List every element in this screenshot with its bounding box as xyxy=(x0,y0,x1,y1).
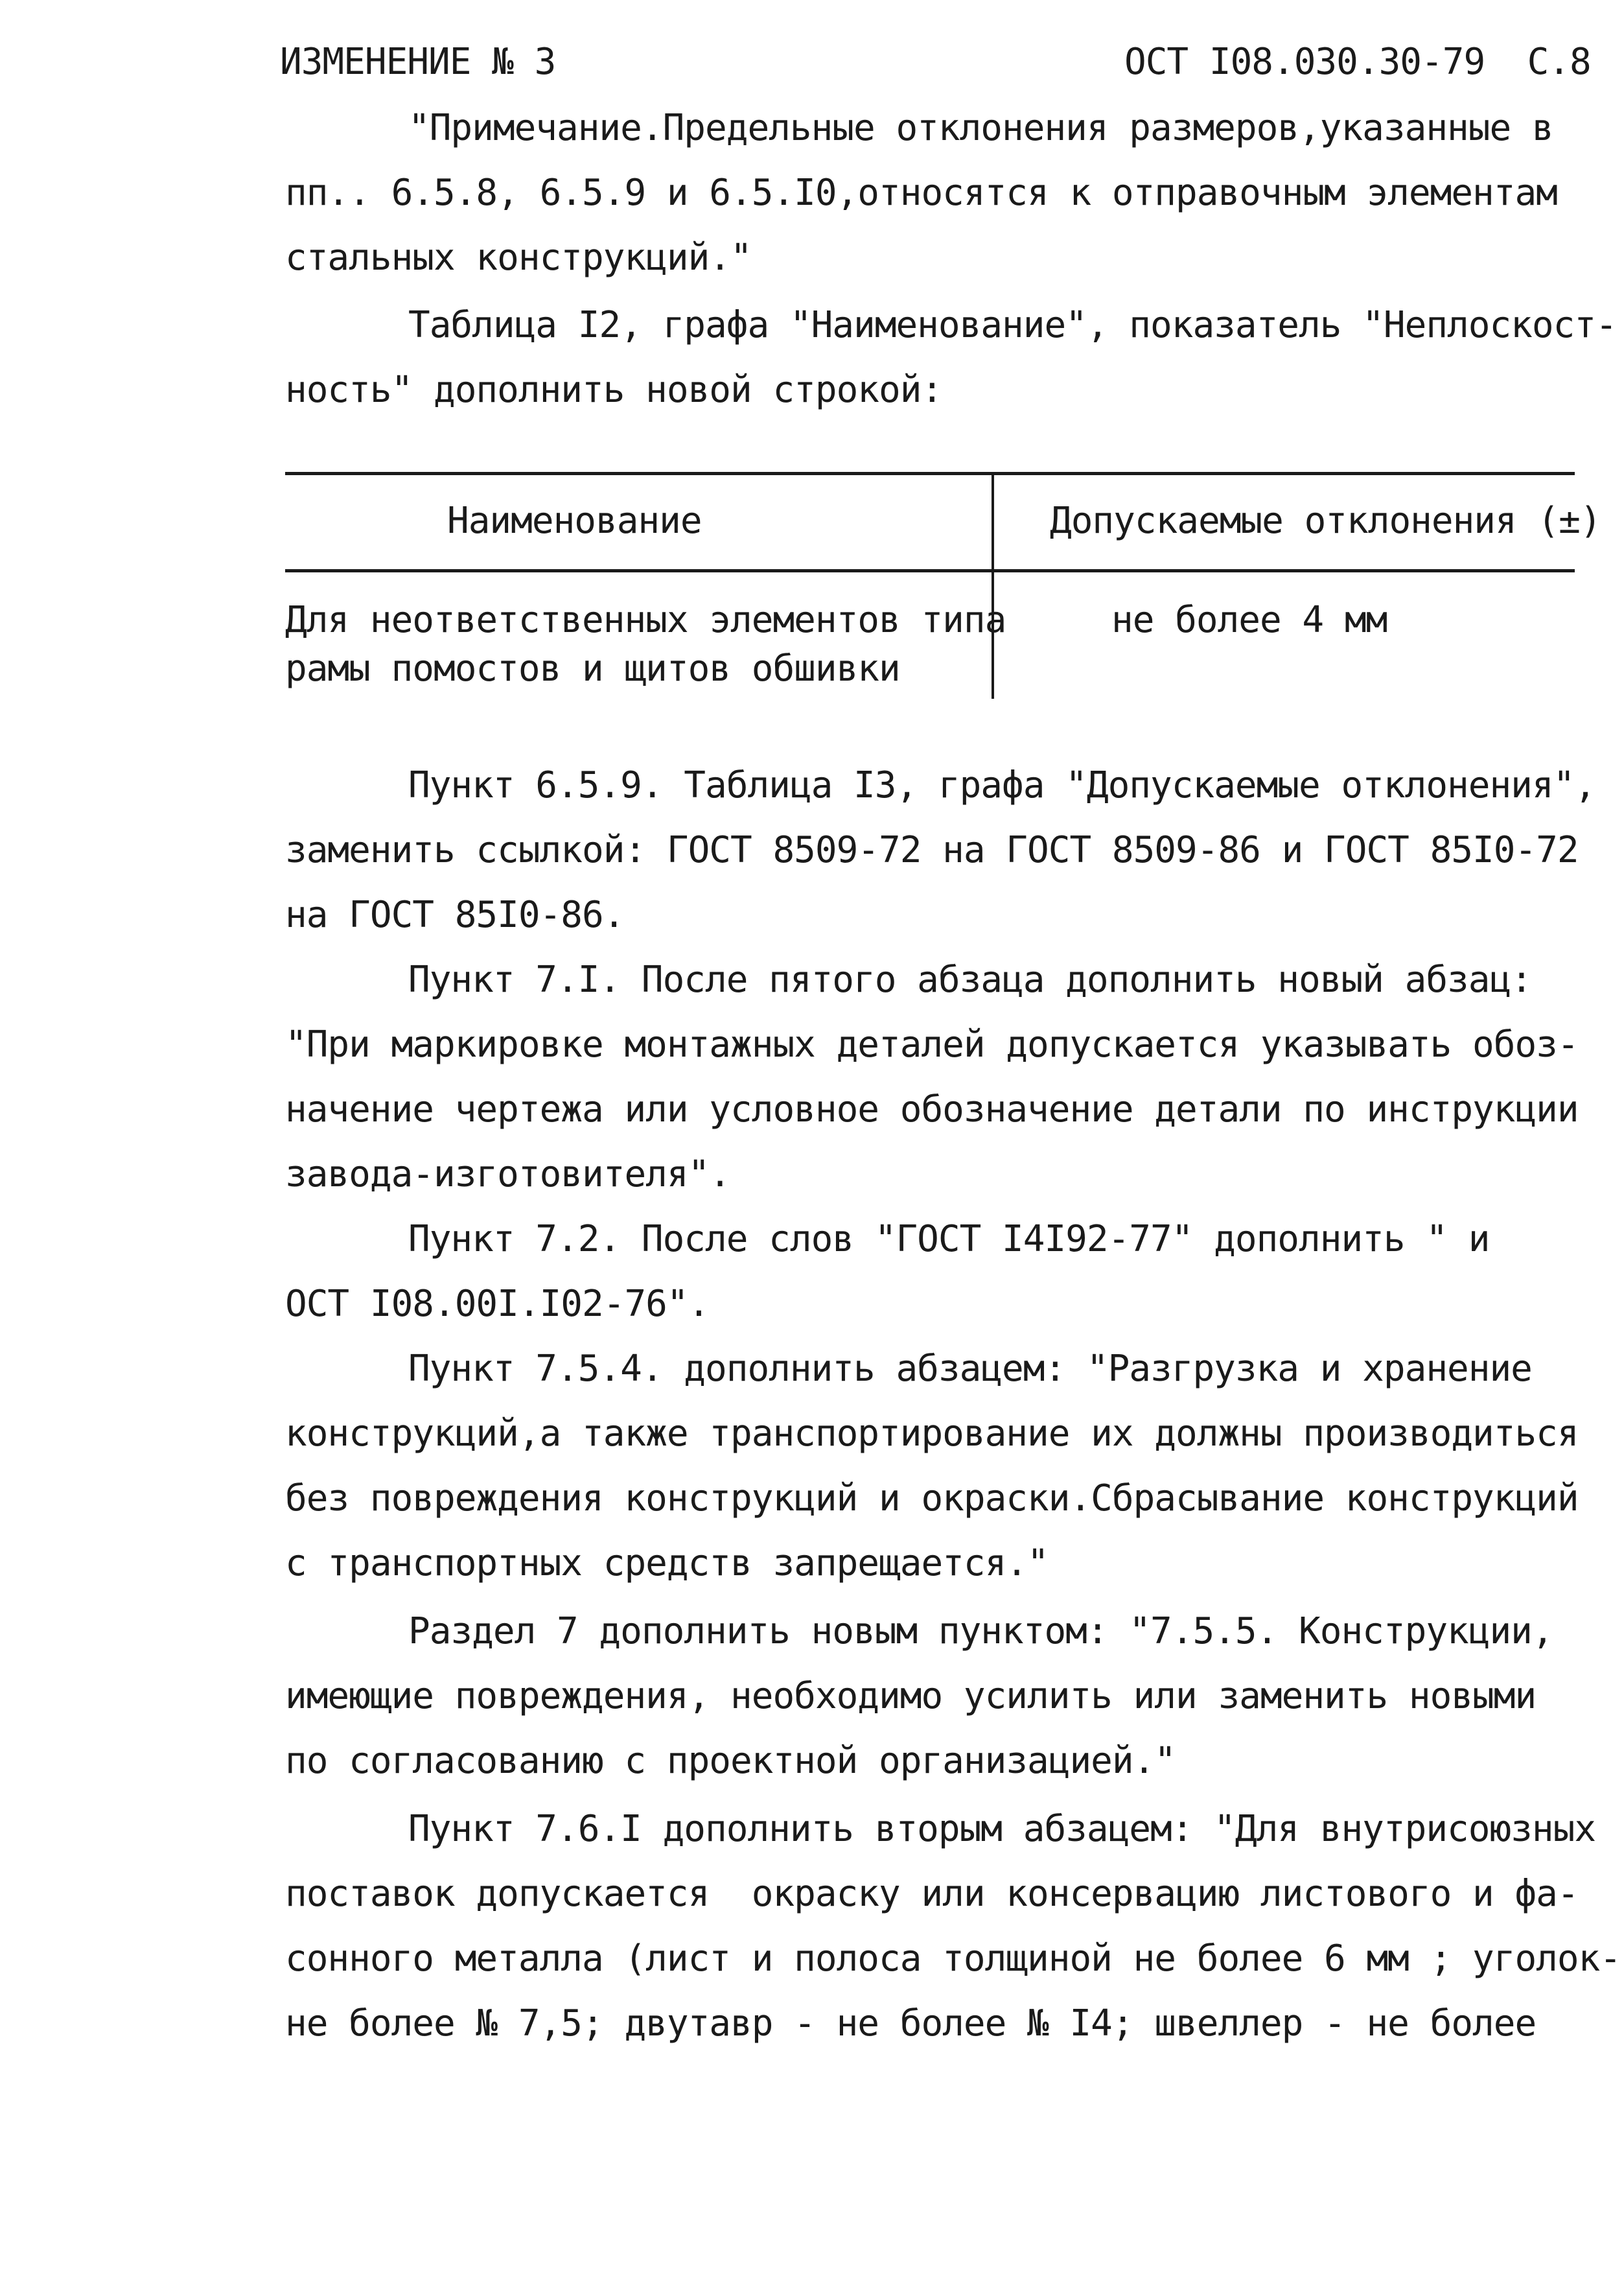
table-header-tolerance: Допускаемые отклонения (±) xyxy=(1050,500,1601,542)
document-header-right xyxy=(1124,41,1591,83)
note-line-1: "Примечание.Предельные отклонения размеров,указанные в xyxy=(408,107,1553,149)
item-761-line-3: сонного металла (лист и полоса толщиной не более 6 мм ; уголок- xyxy=(285,1938,1621,1980)
item-72-line-2: ОСТ I08.00I.I02-76". xyxy=(285,1283,710,1325)
item-761-line-2: поставок допускается окраску или консервацию листового и фа- xyxy=(285,1873,1579,1915)
section7-line-1: Раздел 7 дополнить новым пунктом: "7.5.5. Конструкции, xyxy=(408,1610,1553,1652)
table-intro-line-2: ность" дополнить новой строкой: xyxy=(285,369,943,411)
table-row-name-line-1: Для неответственных элементов типа xyxy=(285,599,1006,641)
item-761-line-1: Пункт 7.6.I дополнить вторым абзацем: "Для внутрисоюзных xyxy=(408,1808,1596,1850)
item-754-line-2: конструкций,а также транспортирование их должны производиться xyxy=(285,1412,1579,1455)
item-71-line-1: Пункт 7.I. После пятого абзаца дополнить новый абзац: xyxy=(408,959,1532,1001)
item-754-line-1: Пункт 7.5.4. дополнить абзацем: "Разгрузка и хранение xyxy=(408,1348,1532,1390)
table-row-tolerance: не более 4 мм xyxy=(1111,599,1387,641)
item-754-line-3: без повреждения конструкций и окраски.Сбрасывание конструкций xyxy=(285,1477,1579,1519)
item-659-line-2: заменить ссылкой: ГОСТ 8509-72 на ГОСТ 8509-86 и ГОСТ 85I0-72 xyxy=(285,829,1579,871)
table-top-rule xyxy=(285,472,1575,475)
item-761-line-4: не более № 7,5; двутавр - не более № I4; швеллер - не более xyxy=(285,2002,1537,2045)
note-line-2: пп.. 6.5.8, 6.5.9 и 6.5.I0,относятся к отправочным элементам xyxy=(285,172,1557,214)
page-number: С.8 xyxy=(1527,41,1591,83)
section7-line-2: имеющие повреждения, необходимо усилить или заменить новыми xyxy=(285,1675,1537,1717)
table-intro-line-1: Таблица I2, графа "Наименование", показатель "Неплоскост- xyxy=(408,304,1617,346)
item-71-line-4: завода-изготовителя". xyxy=(285,1153,731,1195)
item-754-line-4: с транспортных средств запрещается." xyxy=(285,1542,1049,1584)
note-line-3: стальных конструкций." xyxy=(285,237,752,279)
item-72-line-1: Пункт 7.2. После слов "ГОСТ I4I92-77" дополнить " и xyxy=(408,1218,1490,1260)
section7-line-3: по согласованию с проектной организацией." xyxy=(285,1740,1176,1782)
item-659-line-1: Пункт 6.5.9. Таблица I3, графа "Допускаемые отклонения", xyxy=(408,764,1596,806)
change-number: ИЗМЕНЕНИЕ № 3 xyxy=(280,41,556,83)
item-71-line-3: начение чертежа или условное обозначение детали по инструкции xyxy=(285,1088,1579,1131)
table-row-name-line-2: рамы помостов и щитов обшивки xyxy=(285,648,900,690)
table-column-divider xyxy=(992,472,994,699)
item-71-line-2: "При маркировке монтажных деталей допускается указывать обоз- xyxy=(285,1024,1579,1066)
table-header-name: Наименование xyxy=(447,500,702,542)
doc-code: ОСТ I08.030.30-79 xyxy=(1124,41,1485,83)
table-header-rule xyxy=(285,569,1575,572)
item-659-line-3: на ГОСТ 85I0-86. xyxy=(285,894,625,936)
